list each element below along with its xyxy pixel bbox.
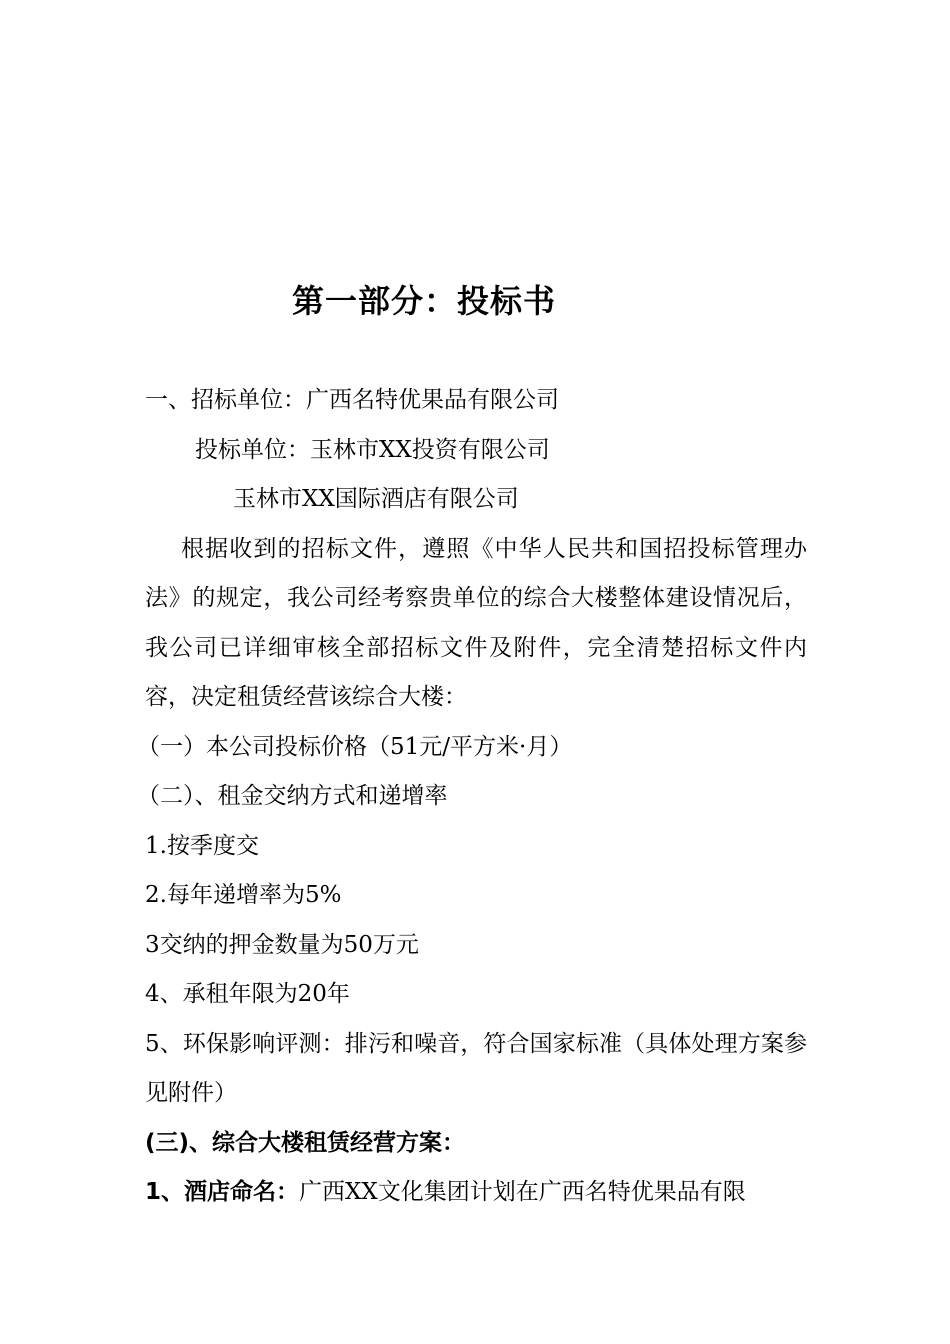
bidder-unit-line-1: 投标单位：玉林市XX投资有限公司 [195, 436, 550, 463]
sub-item-5: 5、环保影响评测：排污和噪音，符合国家标准（具体处理方案参见附件） [145, 1030, 807, 1106]
item-bid-price: （一）本公司投标价格（51元/平方米·月） [137, 733, 573, 760]
hotel-naming-label: 1、酒店命名： [145, 1179, 300, 1205]
document-title: 第一部分：投标书 [291, 282, 556, 320]
tender-unit-line: 一、招标单位：广西名特优果品有限公司 [145, 387, 559, 413]
sub-item-2: 2.每年递增率为5% [145, 882, 342, 908]
sub-item-3: 3交纳的押金数量为50万元 [145, 931, 419, 958]
document-body [137, 376, 807, 1218]
item-payment-method: （二）、租金交纳方式和递增率 [137, 783, 448, 809]
section-3-heading: (三)、综合大楼租赁经营方案： [145, 1129, 466, 1156]
intro-paragraph: 根据收到的招标文件，遵照《中华人民共和国招投标管理办法》的规定，我公司经考察贵单位的综合大楼整体建设情况后，我公司已详细审核全部招标文件及附件，完全清楚招标文件内容，决定租赁经营该综合大楼： [145, 535, 807, 710]
hotel-naming-text: 广西XX文化集团计划在广西名特优果品有限 [299, 1179, 746, 1205]
sub-item-1: 1.按季度交 [145, 832, 259, 859]
hotel-naming-line [145, 1168, 807, 1218]
sub-item-4: 4、承租年限为20年 [145, 981, 350, 1007]
bidder-unit-line-2: 玉林市XX国际酒店有限公司 [233, 486, 519, 512]
